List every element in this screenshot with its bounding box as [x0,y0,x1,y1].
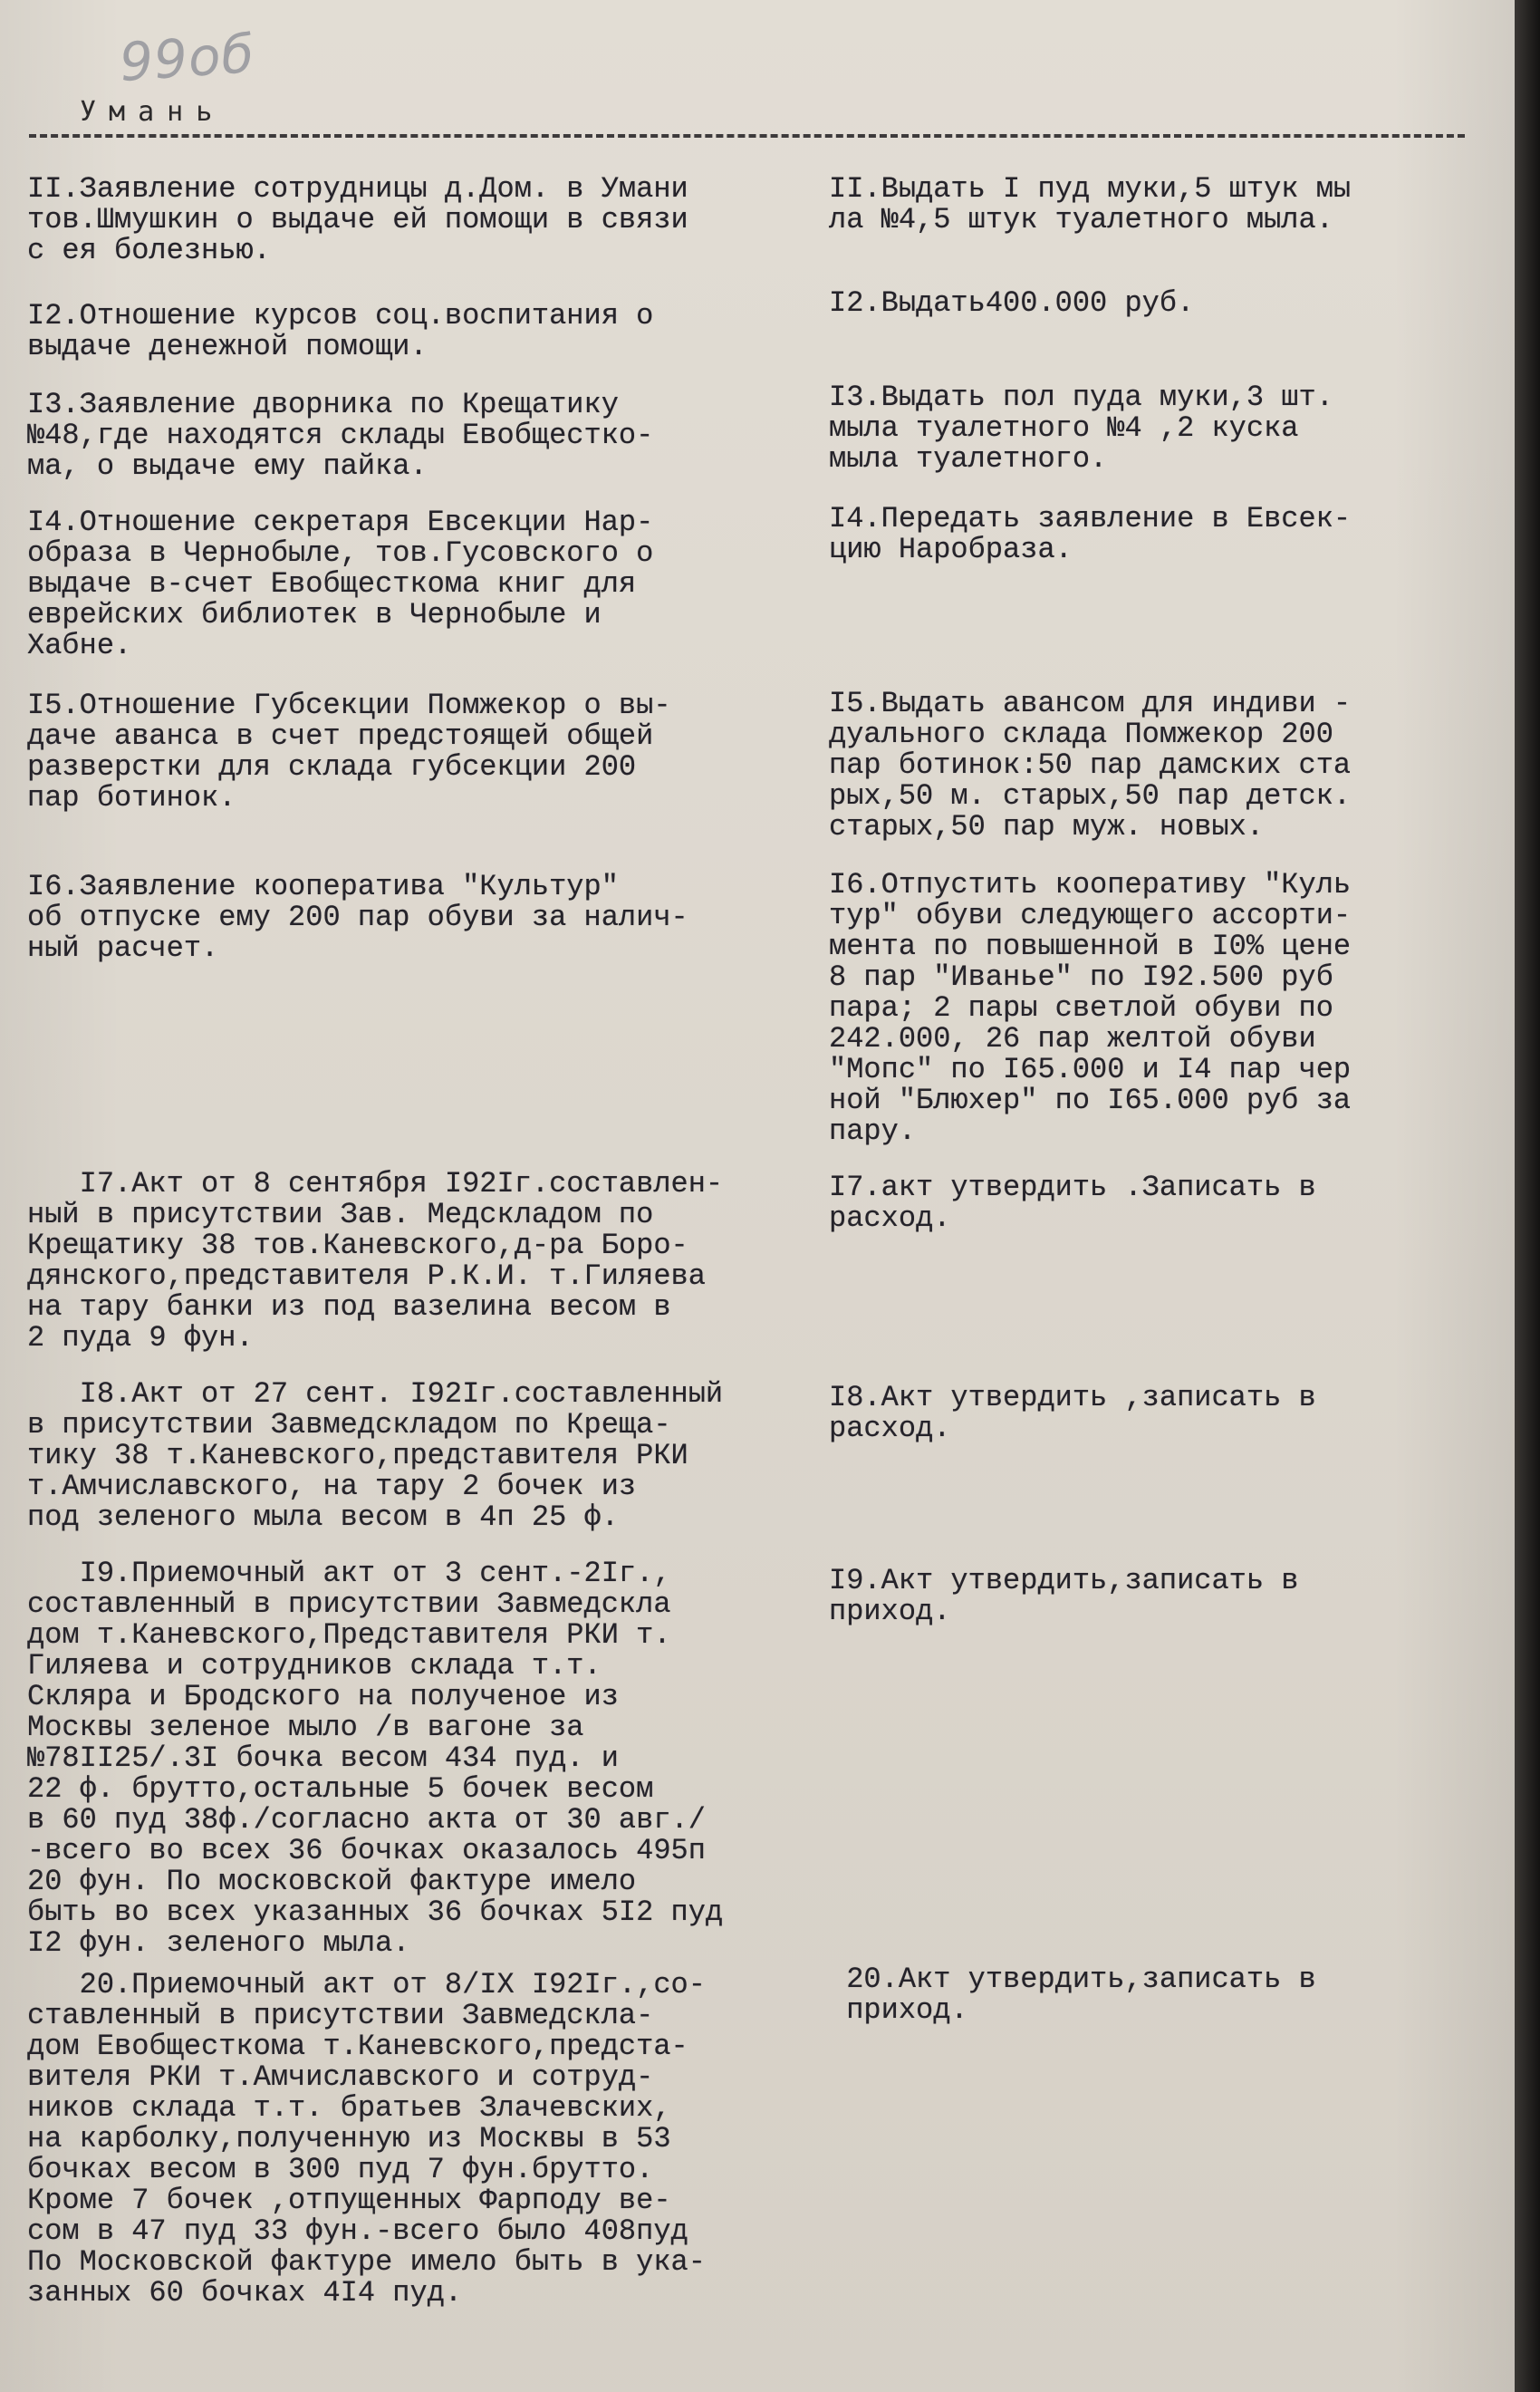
folio-number: 99об [117,22,257,94]
entry-13-resolution: I3.Выдать пол пуда муки,3 шт. мыла туалетного №4 ,2 куска мыла туалетного. [829,381,1333,476]
entry-20-request: 20.Приемочный акт от 8/IX I92Iг.,со- ставленный в присутствии Завмедскла- дом Евобщесткома т.Каневского,предста- вителя РКИ т.Амчиславского и сотруд- ников склада т.т. братьев Злачевских, на карболку,полученную из Москвы в 53 бочках весом в 300 пуд 7 фун.брутто. Кроме 7 бочек ,отпущенных Фарподу ве- сом в 47 пуд 33 фун.-всего было 408пуд По Московской фактуре имело быть в ука- занных 60 бочках 4I4 пуд. [27,1968,706,2310]
entry-15-resolution: I5.Выдать авансом для индиви - дуального склада Помжекор 200 пар ботинок:50 пар дамских ста рых,50 м. старых,50 пар детск. старых,50 пар муж. новых. [829,687,1352,844]
entry-12-resolution: I2.Выдать400.000 руб. [829,286,1195,320]
header-rule [29,134,1465,138]
running-head: Умань [80,96,226,128]
entry-14-request: I4.Отношение секретаря Евсекции Нар- образа в Чернобыле, тов.Гусовского о выдаче в-счет Евобщесткома книг для еврейских библиотек в Чернобыле и Хабне. [27,506,654,662]
entry-16-resolution: I6.Отпустить кооперативу "Куль тур" обуви следующего ассорти- мента по повышенной в I0% цене 8 пар "Иванье" по I92.500 руб пара; 2 пары светлой обуви по 242.000, 26 пар желтой обуви "Мопс" по I65.000 и I4 пар чер ной "Блюхер" по I65.000 руб за пару. [829,868,1352,1148]
entry-13-request: I3.Заявление дворника по Крещатику №48,где находятся склады Евобщестко- ма, о выдаче ему пайка. [27,388,654,483]
entry-11-request: II.Заявление сотрудницы д.Дом. в Умани тов.Шмушкин о выдаче ей помощи в связи с ея болезнью. [27,172,688,267]
entry-17-resolution: I7.акт утвердить .Записать в расход. [829,1171,1316,1235]
entry-20-resolution: 20.Акт утвердить,записать в прихoд. [846,1963,1316,2027]
entry-12-request: I2.Отношение курсов соц.воспитания о выдаче денежной помощи. [27,299,654,363]
entry-18-request: I8.Акт от 27 сент. I92Iг.составленный в присутствии Завмедскладом по Креща- тику 38 т.Каневского,представителя РКИ т.Амчиславского, на тару 2 бочек из под зеленого мыла весом в 4п 25 ф. [27,1377,724,1534]
entry-17-request: I7.Акт от 8 сентября I92Iг.составлен- ный в присутствии Зав. Медскладом по Крещатику 38 тов.Каневского,д-ра Боро- дянского,представителя Р.К.И. т.Гиляева на тару банки из под вазелина весом в 2 пуда 9 фун. [27,1167,724,1355]
entry-18-resolution: I8.Акт утвердить ,записать в расход. [829,1381,1316,1445]
entry-16-request: I6.Заявление кооператива "Культур" об отпуске ему 200 пар обуви за налич- ный расчет. [27,870,688,965]
entry-11-resolution: II.Выдать I пуд муки,5 штук мы ла №4,5 штук туалетного мыла. [829,172,1352,236]
entry-19-resolution: I9.Акт утвердить,записать в приход. [829,1564,1299,1628]
entry-19-request: I9.Приемочный акт от 3 сент.-2Iг., составленный в присутствии Завмедскла дом т.Каневского,Представителя РКИ т. Гиляева и сотрудников склада т.т. Склярa и Бродского на полученое из Москвы зеленое мыло /в вагоне за №78II25/.3I бочка весом 434 пуд. и 22 ф. брутто,остальные 5 бочек весом в 60 пуд 38ф./согласно акта от 30 авг./ -всего во всех 36 бочках оказалось 495п 20 фун. По московской фактуре имело быть во всех указанных 36 бочках 5I2 пуд I2 фун. зеленого мыла. [27,1557,724,1960]
entry-14-resolution: I4.Передать заявление в Евсек- цию Наробраза. [829,502,1352,566]
page-edge-shadow [1515,0,1540,2392]
entry-15-request: I5.Отношение Губсекции Помжекор о вы- даче аванса в счет предстоящей общей разверстки для склада губсекции 200 пар ботинок. [27,689,671,815]
